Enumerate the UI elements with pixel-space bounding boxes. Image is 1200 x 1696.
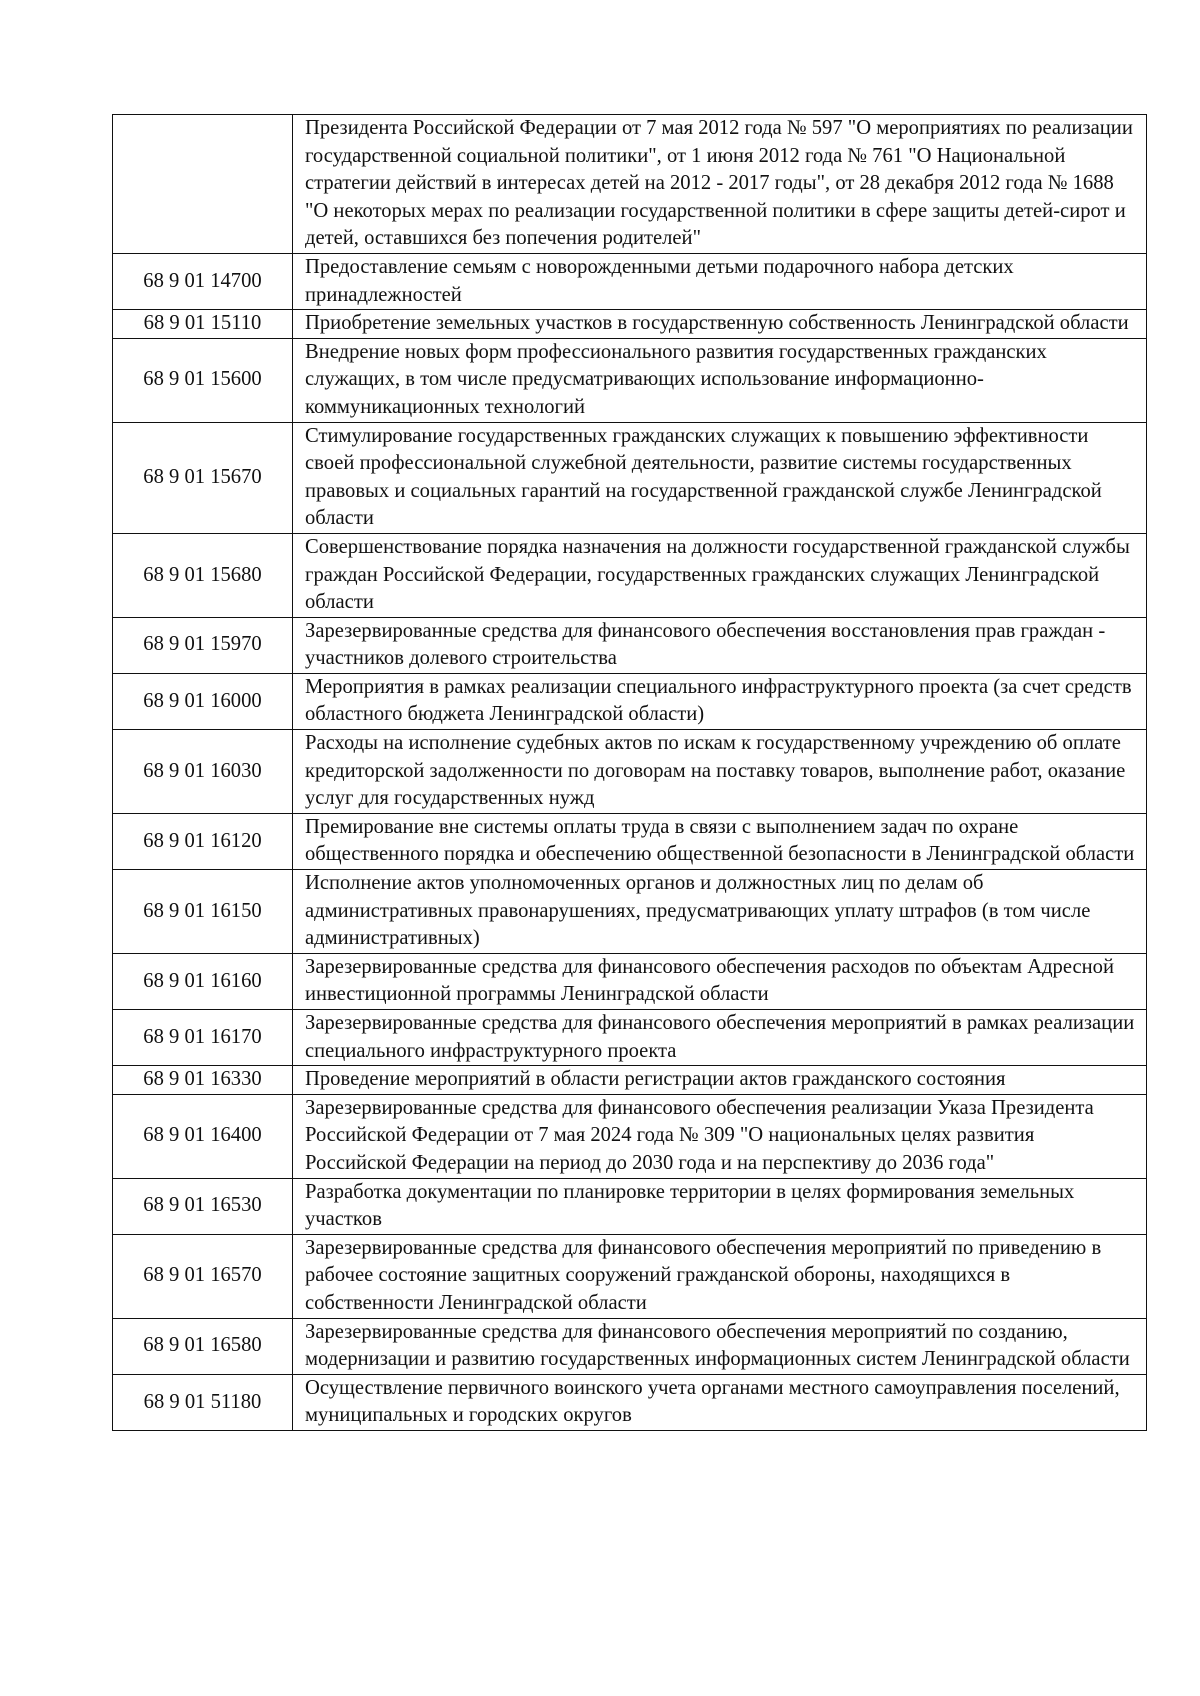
table-row — [113, 1178, 1147, 1234]
target-code-cell: 68 9 01 16330 — [113, 1066, 293, 1095]
target-code-cell: 68 9 01 15670 — [113, 422, 293, 533]
table-row — [113, 813, 1147, 869]
expense-name-cell: Предоставление семьям с новорожденными детьми подарочного набора детских принадлежностей — [293, 253, 1147, 309]
expense-name-cell: Проведение мероприятий в области регистрации актов гражданского состояния — [293, 1066, 1147, 1095]
table-row — [113, 730, 1147, 814]
target-code-cell: 68 9 01 15970 — [113, 617, 293, 673]
target-code-cell: 68 9 01 16160 — [113, 953, 293, 1009]
target-code-cell: 68 9 01 15600 — [113, 338, 293, 422]
table-row — [113, 617, 1147, 673]
table-row — [113, 1374, 1147, 1430]
target-code-cell: 68 9 01 15110 — [113, 310, 293, 339]
expense-name-cell: Президента Российской Федерации от 7 мая 2012 года № 597 "О мероприятиях по реализации государственной социальной политики", от 1 июня 2012 года № 761 "О Национальной стратегии действий в интересах детей на 2012 - 2017 годы", от 28 декабря 2012 года № 1688 "О некоторых мерах по реализации государственной политики в сфере защиты детей-сирот и детей, оставшихся без попечения родителей" — [293, 115, 1147, 254]
expense-name-cell: Разработка документации по планировке территории в целях формирования земельных участков — [293, 1178, 1147, 1234]
target-code-cell: 68 9 01 16120 — [113, 813, 293, 869]
table-row — [113, 115, 1147, 254]
expense-name-cell: Премирование вне системы оплаты труда в связи с выполнением задач по охране общественного порядка и обеспечению общественной безопасности в Ленинградской области — [293, 813, 1147, 869]
table-row — [113, 870, 1147, 954]
target-code-cell: 68 9 01 16530 — [113, 1178, 293, 1234]
table-row — [113, 1234, 1147, 1318]
target-code-cell: 68 9 01 16170 — [113, 1010, 293, 1066]
expense-name-cell: Мероприятия в рамках реализации специального инфраструктурного проекта (за счет средств областного бюджета Ленинградской области) — [293, 673, 1147, 729]
expense-name-cell: Внедрение новых форм профессионального развития государственных гражданских служащих, в том числе предусматривающих использование информационно-коммуникационных технологий — [293, 338, 1147, 422]
table-row — [113, 1318, 1147, 1374]
expense-name-cell: Совершенствование порядка назначения на должности государственной гражданской службы граждан Российской Федерации, государственных гражданских служащих Ленинградской области — [293, 533, 1147, 617]
table-row — [113, 422, 1147, 533]
expense-name-cell: Зарезервированные средства для финансового обеспечения расходов по объектам Адресной инвестиционной программы Ленинградской области — [293, 953, 1147, 1009]
expense-name-cell: Зарезервированные средства для финансового обеспечения мероприятий по приведению в рабочее состояние защитных сооружений гражданской обороны, находящихся в собственности Ленинградской области — [293, 1234, 1147, 1318]
table-row — [113, 673, 1147, 729]
table-row — [113, 310, 1147, 339]
table-row — [113, 1010, 1147, 1066]
table-row — [113, 533, 1147, 617]
expense-name-cell: Зарезервированные средства для финансового обеспечения мероприятий в рамках реализации специального инфраструктурного проекта — [293, 1010, 1147, 1066]
expense-name-cell: Приобретение земельных участков в государственную собственность Ленинградской области — [293, 310, 1147, 339]
expense-name-cell: Зарезервированные средства для финансового обеспечения восстановления прав граждан - участников долевого строительства — [293, 617, 1147, 673]
target-code-cell: 68 9 01 16150 — [113, 870, 293, 954]
target-code-cell: 68 9 01 16030 — [113, 730, 293, 814]
expense-name-cell: Зарезервированные средства для финансового обеспечения реализации Указа Президента Российской Федерации от 7 мая 2024 года № 309 "О национальных целях развития Российской Федерации на период до 2030 года и на перспективу до 2036 года" — [293, 1094, 1147, 1178]
table-row — [113, 253, 1147, 309]
table-row — [113, 1066, 1147, 1095]
table-row — [113, 1094, 1147, 1178]
table-body — [113, 115, 1147, 1431]
target-code-cell: 68 9 01 16580 — [113, 1318, 293, 1374]
target-code-cell: 68 9 01 16570 — [113, 1234, 293, 1318]
target-code-cell: 68 9 01 51180 — [113, 1374, 293, 1430]
table-row — [113, 953, 1147, 1009]
target-code-cell: 68 9 01 16400 — [113, 1094, 293, 1178]
table-row — [113, 338, 1147, 422]
budget-classification-table — [112, 114, 1147, 1431]
expense-name-cell: Зарезервированные средства для финансового обеспечения мероприятий по созданию, модернизации и развитию государственных информационных систем Ленинградской области — [293, 1318, 1147, 1374]
target-code-cell: 68 9 01 15680 — [113, 533, 293, 617]
target-code-cell — [113, 115, 293, 254]
expense-name-cell: Исполнение актов уполномоченных органов и должностных лиц по делам об административных правонарушениях, предусматривающих уплату штрафов (в том числе административных) — [293, 870, 1147, 954]
expense-name-cell: Расходы на исполнение судебных актов по искам к государственному учреждению об оплате кредиторской задолженности по договорам на поставку товаров, выполнение работ, оказание услуг для государственных нужд — [293, 730, 1147, 814]
target-code-cell: 68 9 01 14700 — [113, 253, 293, 309]
expense-name-cell: Стимулирование государственных гражданских служащих к повышению эффективности своей профессиональной служебной деятельности, развитие системы государственных правовых и социальных гарантий на государственной гражданской службе Ленинградской области — [293, 422, 1147, 533]
expense-name-cell: Осуществление первичного воинского учета органами местного самоуправления поселений, муниципальных и городских округов — [293, 1374, 1147, 1430]
target-code-cell: 68 9 01 16000 — [113, 673, 293, 729]
